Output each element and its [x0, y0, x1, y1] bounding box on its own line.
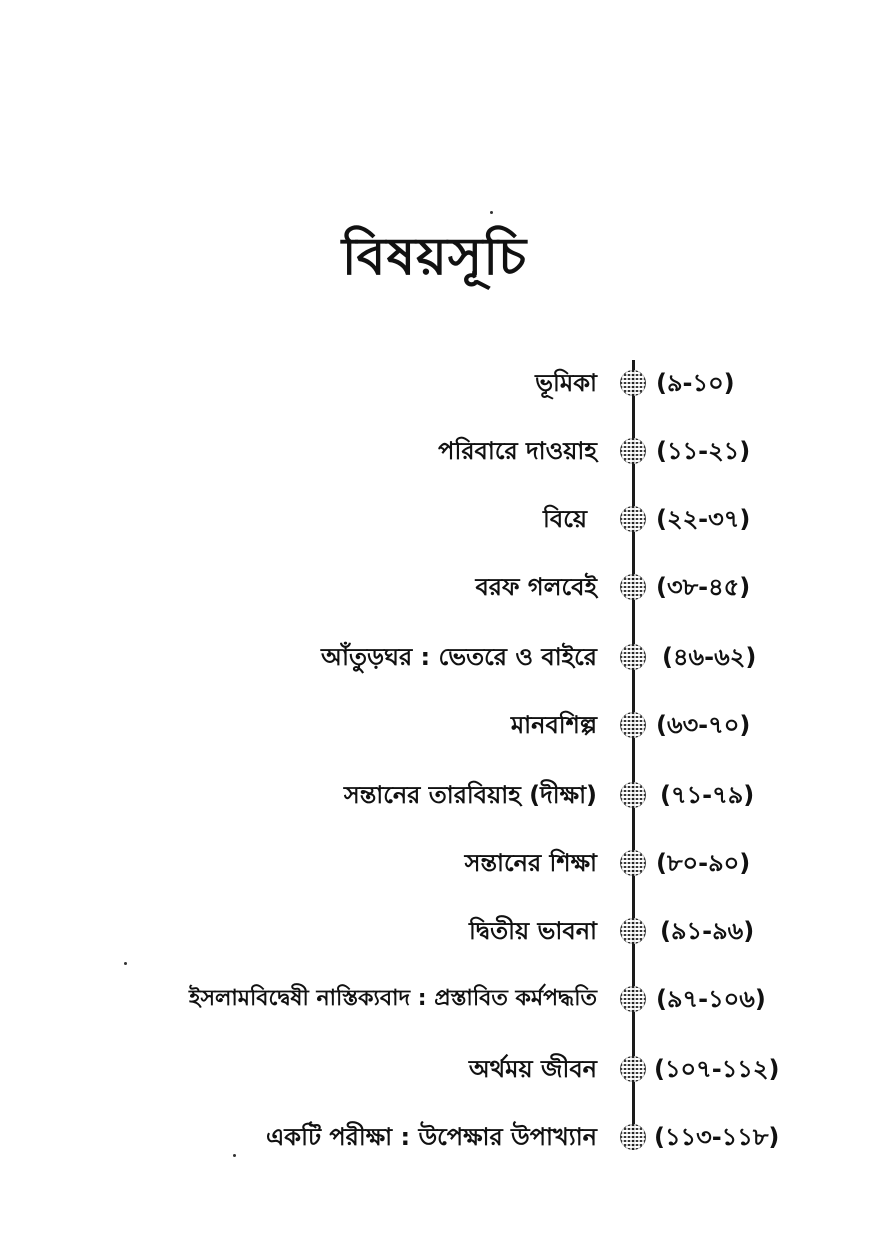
toc-entry-pages: (১১-২১): [656, 437, 751, 465]
toc-entry-pages: (১০৭-১১২): [654, 1055, 780, 1083]
bullet-icon: [620, 850, 646, 876]
toc-entry-pages: (১১৩-১১৮): [654, 1123, 780, 1151]
toc-entry-label: সন্তানের তারবিয়াহ (দীক্ষা): [343, 781, 597, 809]
toc-entry-pages: (৪৬-৬২): [662, 643, 757, 671]
toc-entry: [0, 361, 869, 405]
bullet-icon: [620, 918, 646, 944]
toc-entry-label: ভূমিকা: [535, 369, 597, 397]
bullet-icon: [620, 712, 646, 738]
toc-entry: [0, 773, 869, 817]
toc-entry-label: দ্বিতীয় ভাবনা: [469, 917, 597, 945]
scan-speck: [490, 211, 493, 214]
bullet-icon: [620, 506, 646, 532]
toc-entry-label: সন্তানের শিক্ষা: [464, 849, 597, 877]
toc-entry-pages: (৮০-৯০): [656, 849, 751, 877]
toc-entry: [0, 703, 869, 747]
bullet-icon: [620, 438, 646, 464]
toc-entry: [0, 565, 869, 609]
toc-entry-pages: (৯-১০): [656, 369, 735, 397]
toc-spine-line: [632, 360, 635, 1150]
bullet-icon: [620, 782, 646, 808]
toc-entry-pages: (২২-৩৭): [656, 505, 751, 533]
toc-entry-label: একটি পরীক্ষা : উপেক্ষার উপাখ্যান: [266, 1123, 597, 1151]
toc-entry: [0, 841, 869, 885]
toc-entry-label: পরিবারে দাওয়াহ: [438, 437, 597, 465]
toc-entry-pages: (৩৮-৪৫): [656, 573, 751, 601]
toc-entry-pages: (৭১-৭৯): [660, 781, 755, 809]
bullet-icon: [620, 370, 646, 396]
toc-entry-pages: (৯৭-১০৬): [656, 985, 766, 1013]
bullet-icon: [620, 986, 646, 1012]
toc-entry-label: বরফ গলবেই: [475, 573, 597, 601]
toc-entry-label: বিয়ে: [542, 505, 587, 533]
bullet-icon: [620, 1124, 646, 1150]
toc-entry: [0, 497, 869, 541]
bullet-icon: [620, 574, 646, 600]
toc-entry-label: মানবশিল্প: [510, 711, 597, 739]
toc-entry: [0, 429, 869, 473]
toc-entry-label: ইসলামবিদ্বেষী নাস্তিক্যবাদ : প্রস্তাবিত কর্মপদ্ধতি: [189, 986, 597, 1011]
scan-speck: [124, 962, 127, 965]
bullet-icon: [620, 644, 646, 670]
bullet-icon: [620, 1056, 646, 1082]
toc-entry-pages: (৬৩-৭০): [656, 711, 751, 739]
toc-entry-label: আঁতুড়ঘর : ভেতরে ও বাইরে: [321, 643, 597, 671]
page-title: বিষয়সূচি: [341, 227, 528, 287]
toc-entry: [0, 909, 869, 953]
toc-entry: [0, 1115, 869, 1159]
toc-entry-pages: (৯১-৯৬): [660, 917, 755, 945]
toc-entry: [0, 977, 869, 1021]
toc-entry-label: অর্থময় জীবন: [468, 1055, 597, 1083]
toc-entry: [0, 1047, 869, 1091]
toc-entry: [0, 635, 869, 679]
